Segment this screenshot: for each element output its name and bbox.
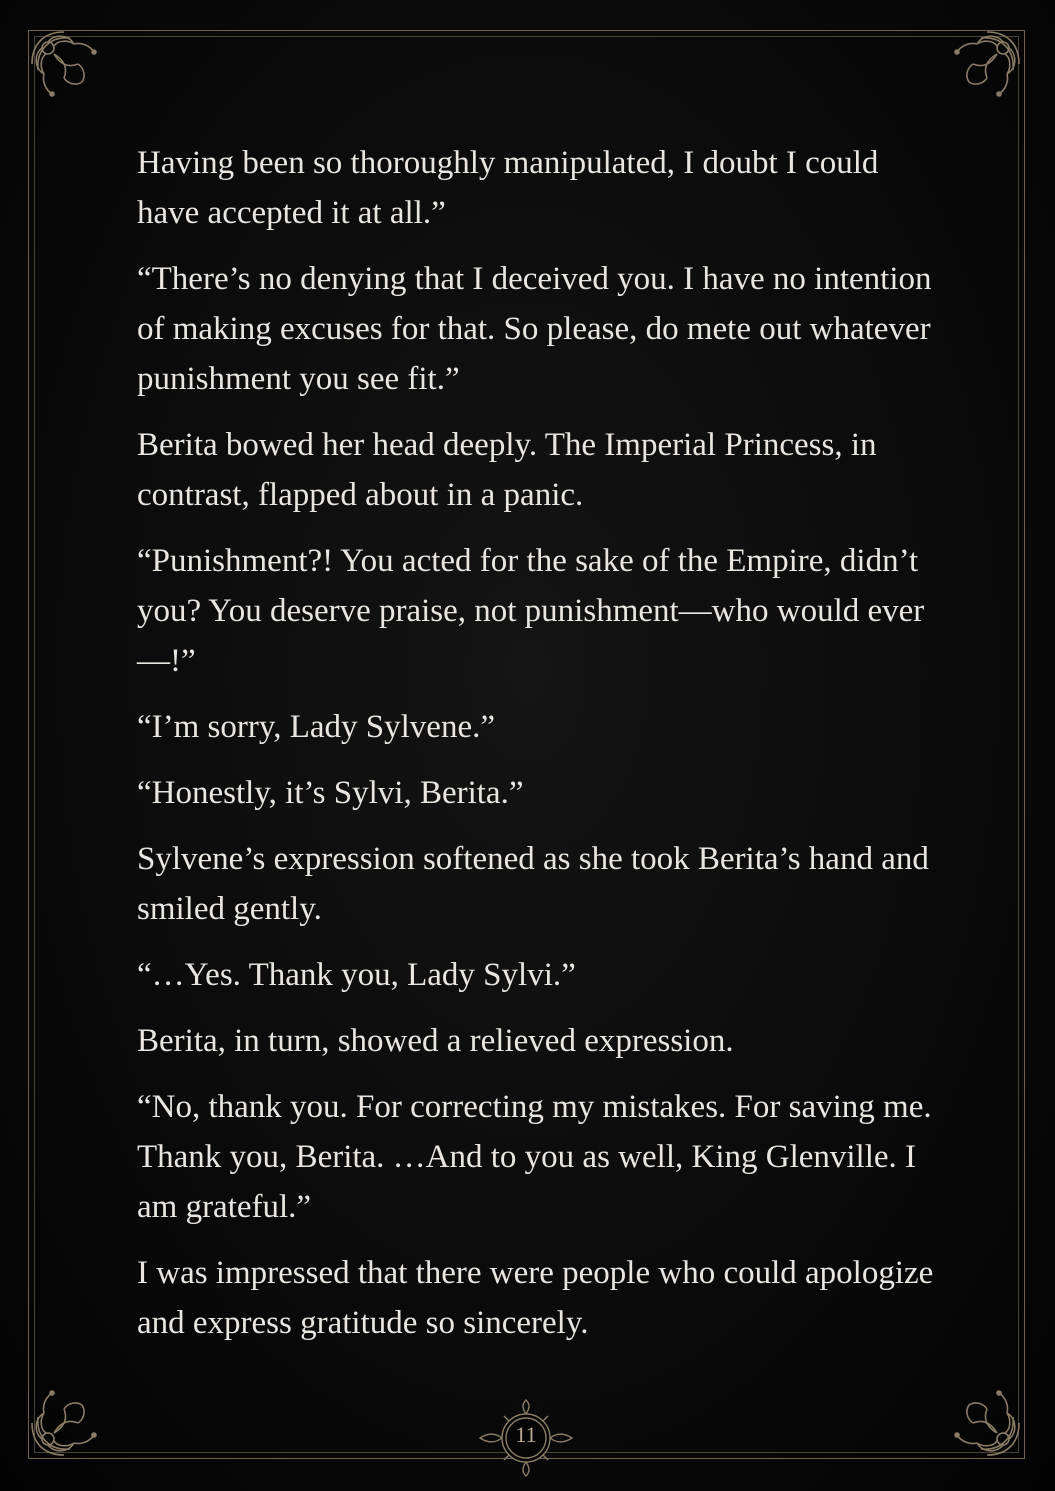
paragraph: Having been so thoroughly manipulated, I doubt I could have accepted it at all.”	[137, 145, 879, 231]
paragraph: Berita, in turn, showed a relieved expression.	[137, 1023, 734, 1059]
paragraph: “There’s no denying that I deceived you. I have no intention of making excuses for that. So please, do mete out whatever punishment you see fit.”	[137, 261, 932, 397]
paragraph: Sylvene’s expression softened as she took Berita’s hand and smiled gently.	[137, 841, 929, 927]
filigree-corner-icon	[24, 1371, 116, 1463]
body-text	[137, 138, 937, 1364]
paragraph: I was impressed that there were people who could apologize and express gratitude so sincerely.	[137, 1255, 934, 1341]
page-number-badge	[476, 1398, 576, 1478]
paragraph: “…Yes. Thank you, Lady Sylvi.”	[137, 957, 576, 993]
page-number: 11	[515, 1422, 537, 1447]
filigree-corner-icon	[935, 1371, 1027, 1463]
paragraph: Berita bowed her head deeply. The Imperial Princess, in contrast, flapped about in a panic.	[137, 427, 877, 513]
filigree-corner-icon	[24, 24, 116, 116]
paragraph: “No, thank you. For correcting my mistakes. For saving me. Thank you, Berita. …And to you as well, King Glenville. I am grateful.”	[137, 1089, 932, 1225]
paragraph: “Punishment?! You acted for the sake of the Empire, didn’t you? You deserve praise, not punishment—who would ever—!”	[137, 543, 925, 679]
paragraph: “I’m sorry, Lady Sylvene.”	[137, 709, 495, 745]
filigree-corner-icon	[935, 24, 1027, 116]
paragraph: “Honestly, it’s Sylvi, Berita.”	[137, 775, 524, 811]
